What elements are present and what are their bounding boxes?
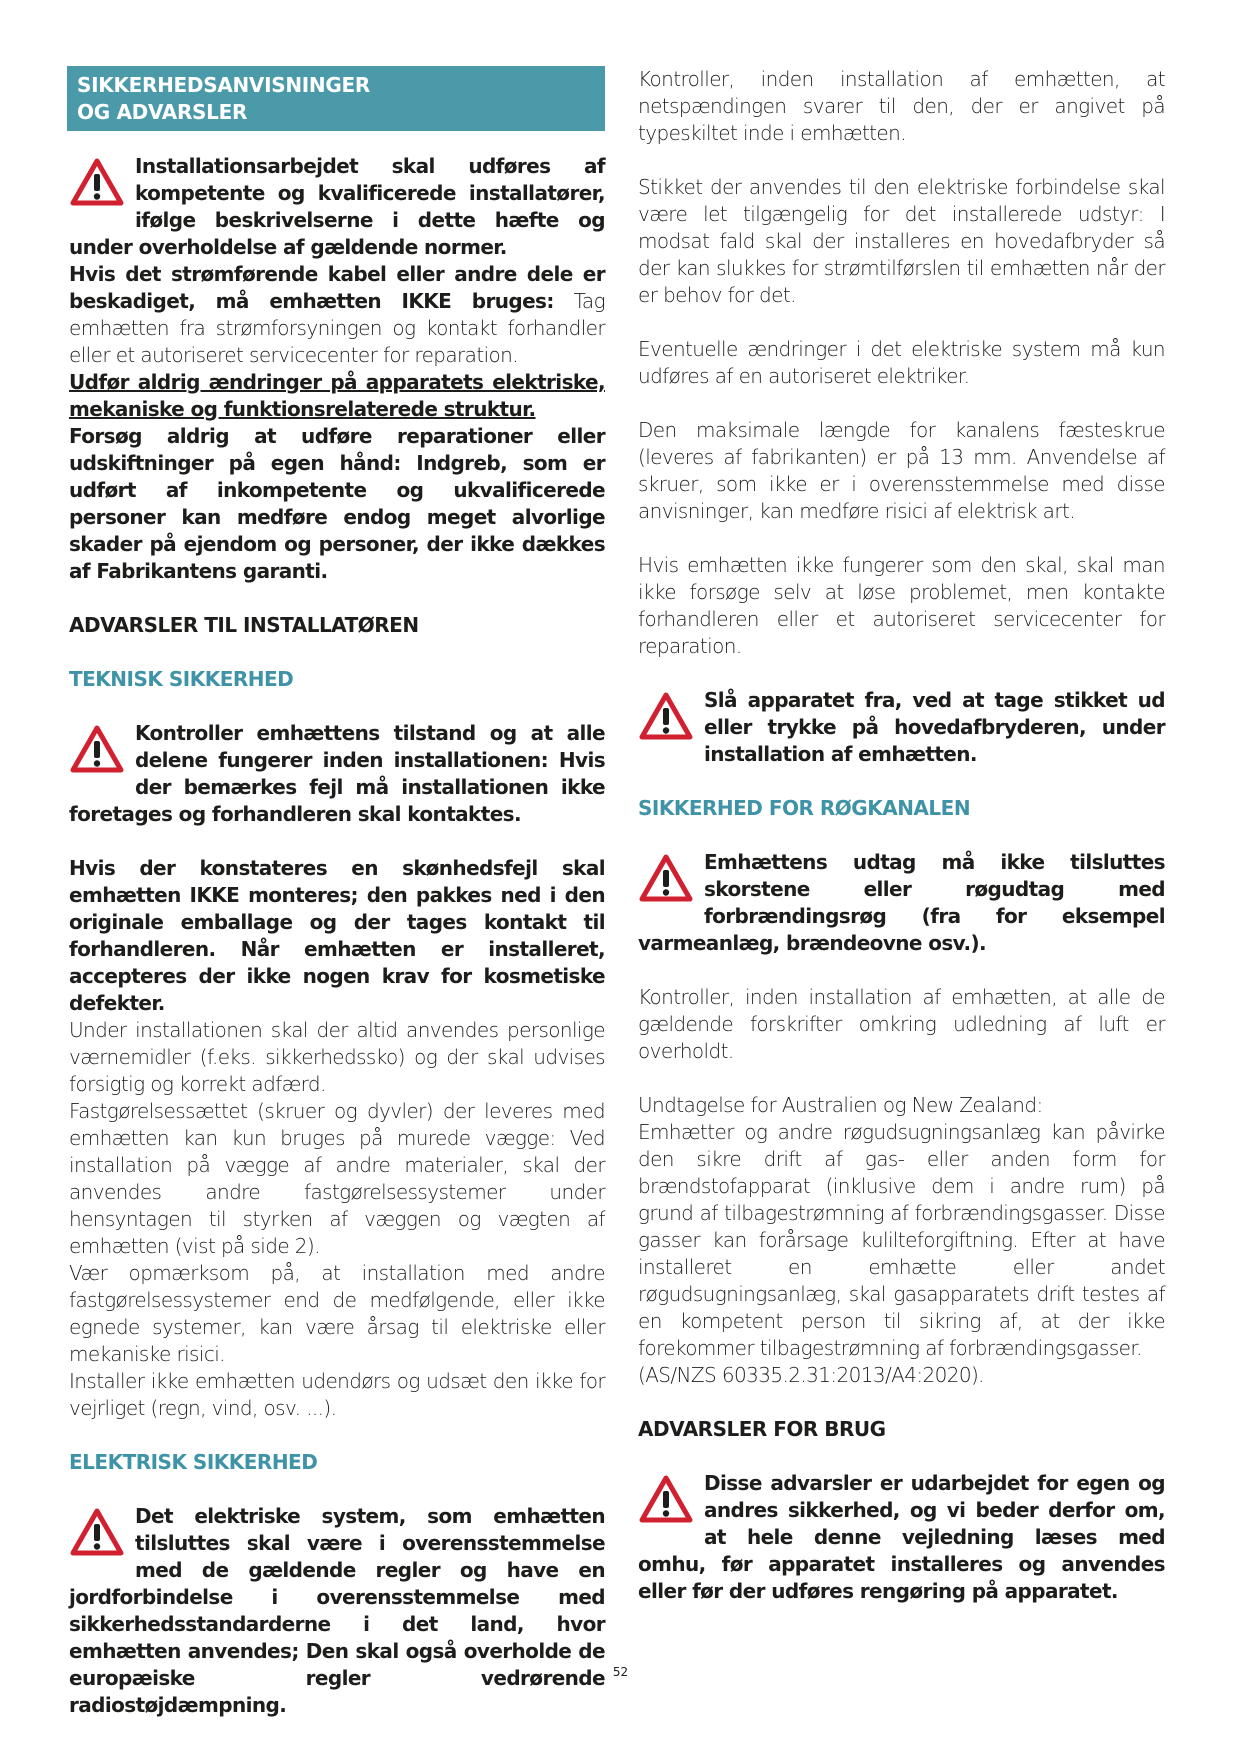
warning-text-electrical: Det elektriske system, som emhætten tilsluttes skal være i overensstemmelse med de gældende regler og have en jordforbindelse i overensstemmelse med sikkerhedsstandarderne i det land, hvor emhætten anvendes; Den skal også overholde de europæiske regler vedrørende radiostøjdæmpning. [69, 1504, 605, 1717]
damaged-cable-bold: Hvis det strømførende kabel eller andre dele er beskadiget, må emhætten IKKE bruges: [69, 262, 605, 313]
warning-block-installers [69, 153, 605, 261]
warning-text-installers: Installationsarbejdet skal udføres af kompetente og kvalificerede installatører, ifølge beskrivelserne i dette hæfte og under overholdelse af gældende normer. [69, 154, 605, 259]
protective-equipment-paragraph: Under installationen skal der altid anvendes personlige værnemidler (f.eks. sikkerhedssko) og der skal udvises forsigtig og korrekt adfærd. [69, 1018, 605, 1096]
heading-installer-warnings: ADVARSLER TIL INSTALLATØREN [69, 613, 419, 637]
page-number: 52 [612, 1665, 629, 1679]
warning-triangle-icon [69, 724, 125, 778]
outdoor-paragraph: Installer ikke emhætten udendørs og udsæt den ikke for vejrliget (regn, vind, osv. ...). [69, 1369, 605, 1420]
warning-block-unplug [638, 687, 1165, 768]
no-modifications-paragraph: Udfør aldrig ændringer på apparatets elektriske, mekaniske og funktionsrelaterede struktur. [69, 370, 605, 421]
heading-electrical-safety: ELEKTRISK SIKKERHED [69, 1450, 318, 1474]
fixing-kit-paragraph: Fastgørelsessættet (skruer og dyvler) der leveres med emhætten kan kun bruges på murede vægge: Ved installation på vægge af andre materialer, skal der anvendes andre fastgørelsessystemer under hensyntagen til styrken af væggen og vægten af emhætten (vist på side 2). [69, 1099, 605, 1258]
australia-exception-paragraph: Emhætter og andre røgudsugningsanlæg kan påvirke den sikre drift af gas- eller anden form for brændstofapparat (inklusive dem i andre rum) på grund af tilbagestrømning af forbrændingsgasser. Disse gasser kan forårsage kulilteforgiftning. Efter at have installeret en emhætte eller andet røgudsugningsanlæg, skal gasapparatets drift testes af en kompetent person til sikring af, at der ikke forekommer tilbagestrømning af forbrændingsgasser. [638, 1120, 1165, 1360]
warning-triangle-icon [69, 157, 125, 211]
warning-text-condition: Kontroller emhættens tilstand og at alle delene fungerer inden installationen: Hvis der bemærkes fejl må installationen ikke foretages og forhandleren skal kontaktes. [69, 721, 605, 826]
section-title-line-2: OG ADVARSLER [77, 100, 248, 124]
screw-length-paragraph: Den maksimale længde for kanalens fæsteskrue (leveres af fabrikanten) er på 13 mm. Anvendelse af skruer, som ikke er i overensstemmelse med disse anvisninger, kan medføre risici af elektrisk art. [638, 418, 1165, 523]
heading-smoke-duct-safety: SIKKERHED FOR RØGKANALEN [638, 796, 971, 820]
electrician-paragraph: Eventuelle ændringer i det elektriske system må kun udføres af en autoriseret elektriker. [638, 337, 1165, 388]
cosmetic-defect-paragraph: Hvis der konstateres en skønhedsfejl skal emhætten IKKE monteres; den pakkes ned i den originale emballage og der tages kontakt til forhandleren. Når emhætten er installeret, accepteres der ikke nogen krav for kosmetiske defekter. [69, 856, 605, 1015]
heading-technical-safety: TEKNISK SIKKERHED [69, 667, 294, 691]
section-title-box [67, 66, 605, 131]
section-title-line-1: SIKKERHEDSANVISNINGER [77, 73, 370, 97]
warning-triangle-icon [638, 691, 694, 745]
mains-voltage-paragraph: Kontroller, inden installation af emhætten, at netspændingen svarer til den, der er angivet på typeskiltet inde i emhætten. [638, 67, 1165, 145]
malfunction-paragraph: Hvis emhætten ikke fungerer som den skal, skal man ikke forsøge selv at løse problemet, men kontakte forhandleren eller et autoriseret servicecenter for reparation. [638, 553, 1165, 658]
warning-block-chimney [638, 849, 1165, 957]
australia-exception-heading: Undtagelse for Australien og New Zealand: [638, 1093, 1043, 1117]
standard-reference: (AS/NZS 60335.2.31:2013/A4:2020). [638, 1363, 984, 1387]
damaged-cable-light: Tag emhætten fra strømforsyningen og kontakt forhandler eller et autoriseret servicecenter for reparation. [69, 289, 605, 367]
warning-triangle-icon [638, 1474, 694, 1528]
other-fixing-systems-paragraph: Vær opmærksom på, at installation med andre fastgørelsessystemer end de medfølgende, eller ikke egnede systemer, kan være årsag til elektriske eller mekaniske risici. [69, 1261, 605, 1366]
warning-text-chimney: Emhættens udtag må ikke tilsluttes skorstene eller røgudtag med forbrændingsrøg (fra for eksempel varmeanlæg, brændeovne osv.). [638, 850, 1165, 955]
air-discharge-paragraph: Kontroller, inden installation af emhætten, at alle de gældende forskrifter omkring udledning af luft er overholdt. [638, 985, 1165, 1063]
warning-triangle-icon [638, 853, 694, 907]
warning-triangle-icon [69, 1507, 125, 1561]
warning-text-read-manual: Disse advarsler er udarbejdet for egen og andres sikkerhed, og vi beder derfor om, at hele denne vejledning læses med omhu, før apparatet installeres og anvendes eller før der udføres rengøring på apparatet. [638, 1471, 1165, 1603]
plug-access-paragraph: Stikket der anvendes til den elektriske forbindelse skal være let tilgængelig for det installerede udstyr: I modsat fald skal der installeres en hovedafbryder så der kan slukkes for strømtilførslen til emhætten når der er behov for det. [638, 175, 1165, 307]
warning-block-condition [69, 720, 605, 828]
damaged-cable-paragraph [69, 261, 605, 369]
no-repairs-paragraph: Forsøg aldrig at udføre reparationer eller udskiftninger på egen hånd: Indgreb, som er udført af inkompetente og ukvalificerede personer kan medføre endog meget alvorlige skader på ejendom og personer, der ikke dækkes af Fabrikantens garanti. [69, 424, 605, 583]
heading-usage-warnings: ADVARSLER FOR BRUG [638, 1417, 886, 1441]
warning-text-unplug: Slå apparatet fra, ved at tage stikket ud eller trykke på hovedafbryderen, under installation af emhætten. [704, 688, 1165, 766]
left-column [69, 66, 605, 1719]
warning-block-electrical [69, 1503, 605, 1719]
right-column [638, 66, 1165, 1605]
warning-block-read-manual [638, 1470, 1165, 1605]
